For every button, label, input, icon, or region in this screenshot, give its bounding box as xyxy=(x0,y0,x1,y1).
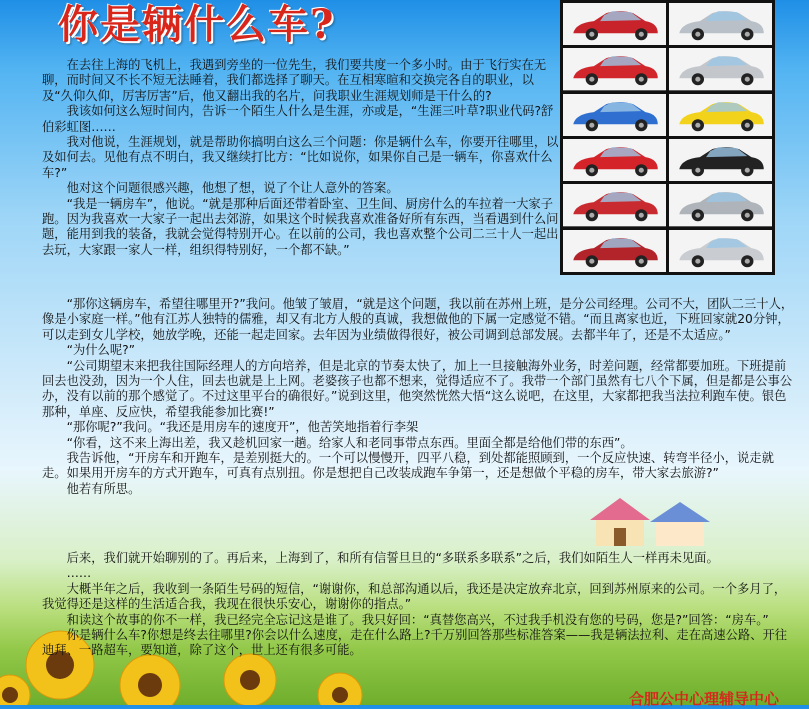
paragraph: 和读这个故事的你不一样，我已经完全忘记这是谁了。我只好回：“真替您高兴，不过我手机没有您的号码，您是?”回答：“房车。” xyxy=(66,612,769,627)
silver-suv-icon xyxy=(669,184,772,226)
paragraph: “公司期望末来把我往国际经理人的方向培养，但是北京的节奏太快了，加上一旦接触海外业务，时差问题，经常都要加班。下班提前回去也没劲，因为一个人住，回去也就是上上网。老婆孩子也都不想来，觉得适应不了。我带一个部门虽然有七八个下属，但是都是公事公办，没有以前的那个感觉了。不过这里平台的确很好。”说到这里，他突然恍然大悟“这么说吧，在这里，大家都把我当法拉利跑车使。银色那种，单座、反应快，希望我能参加比赛!” xyxy=(42,358,793,419)
paragraph: 在去往上海的飞机上，我遇到旁坐的一位先生，我们要共度一个多小时。由于飞行实在无聊，而时间又不长不短无法睡着，我们都选择了聊天。在互相寒暄和交换完各自的职业，以及“久仰久仰，厉害厉害”后，他又翻出我的名片，问我职业生涯规划师是干什么的? xyxy=(42,58,547,103)
silver-hatchback-icon xyxy=(669,3,772,45)
paragraph: “我是一辆房车”，他说。“就是那种后面还带着卧室、卫生间、厨房什么的车拉着一大家子跑。因为我喜欢一大家子一起出去郊游，如果这个时候我喜欢准备好所有东西，当看遇到什么问题，能用到我的装备，我就会觉得特别开心。在以前的公司，我也喜欢整个公司二三十人一起出去玩，大家跟一家人一样，组织得特别好，一个都不缺。” xyxy=(42,196,559,257)
page-title: 你是辆什么车? xyxy=(58,1,336,48)
article-middle xyxy=(42,297,797,497)
paragraph: …… xyxy=(66,566,92,581)
article-top xyxy=(42,58,560,258)
silver-sedan-icon xyxy=(669,48,772,90)
yellow-minicar-icon xyxy=(669,94,772,136)
paragraph: “那你这辆房车，希望往哪里开?”我问。他皱了皱眉，“就是这个问题，我以前在苏州上班，是分公司经理。公司不大，团队二三十人，像是小家庭一样。”他有江苏人独特的儒雅，却又有北方人般的真诚，我想做他的下属一定感觉不错。“而且离家也近，下班回家就20分钟，可以走到女儿学校，她放学晚，还能一起走回家。去年因为业绩做得很好，被公司调到总部发展。去都半年了，还是不太适应。” xyxy=(42,297,794,342)
red-hatchback-icon xyxy=(563,139,666,181)
red-sports-car-icon xyxy=(563,48,666,90)
paragraph: 他对这个问题很感兴趣，他想了想，说了个让人意外的答案。 xyxy=(66,181,399,196)
paragraph: 我对他说，生涯规划，就是帮助你搞明白这么三个问题：你是辆什么车，你要开往哪里，以及如何去。见他有点不明白，我又继续打比方：“比如说你，如果你自己是一辆车，你喜欢什么车?” xyxy=(42,135,559,180)
paragraph: 大概半年之后，我收到一条陌生号码的短信，“谢谢你，和总部沟通以后，我还是决定放弃北京，回到苏州原来的公司。一个多月了，我觉得还是这样的生活适合我，我现在很快乐安心，谢谢你的指点。” xyxy=(42,581,787,612)
paragraph: 我告诉他，“开房车和开跑车，是差别挺大的。一个可以慢慢开，四平八稳，到处都能照顾到，一个反应快速、转弯半径小，说走就走。如果用开房车的方式开跑车，可真有点别扭。你是想把自己改装成跑车争第一，还是想做个平稳的房车，带大家去旅游?” xyxy=(42,451,774,481)
article-bottom xyxy=(42,551,797,659)
red-sedan-icon xyxy=(563,230,666,272)
black-sports-car-icon xyxy=(669,139,772,181)
blue-concept-car-icon xyxy=(563,94,666,136)
paragraph: “为什么呢?” xyxy=(66,343,136,358)
paragraph: 我该如何这么短时间内，告诉一个陌生人什么是生涯，亦或是，“生涯三叶草?职业代码?舒伯彩虹图…… xyxy=(42,104,554,134)
paragraph: 你是辆什么车?你想是终去往哪里?你会以什么速度，走在什么路上?千万别回答那些标准答案——我是辆法拉利、走在高速公路、开往迪拜、一路超车，要知道，除了这个，世上还有很多可能。 xyxy=(42,628,788,658)
paragraph: “那你呢?”我问。“我还是用房车的速度开”，他苦笑地指着行李架 xyxy=(66,420,419,435)
car-photo-grid xyxy=(560,0,775,275)
red-coupe-icon xyxy=(563,3,666,45)
silver-concept-icon xyxy=(669,230,772,272)
cartoon-house-icon xyxy=(580,490,720,550)
paragraph: 后来，我们就开始聊别的了。再后来，上海到了，和所有信誓旦旦的“多联系多联系”之后，我们如陌生人一样再未见面。 xyxy=(66,551,719,565)
paragraph: 他若有所思。 xyxy=(66,481,141,496)
red-compact-icon xyxy=(563,184,666,226)
footer-banner: 合肥公中心理辅导中心 xyxy=(628,691,779,708)
paragraph: “你看，这不来上海出差，我又趁机回家一趟。给家人和老同事带点东西。里面全都是给他们带的东西”。 xyxy=(66,435,633,450)
